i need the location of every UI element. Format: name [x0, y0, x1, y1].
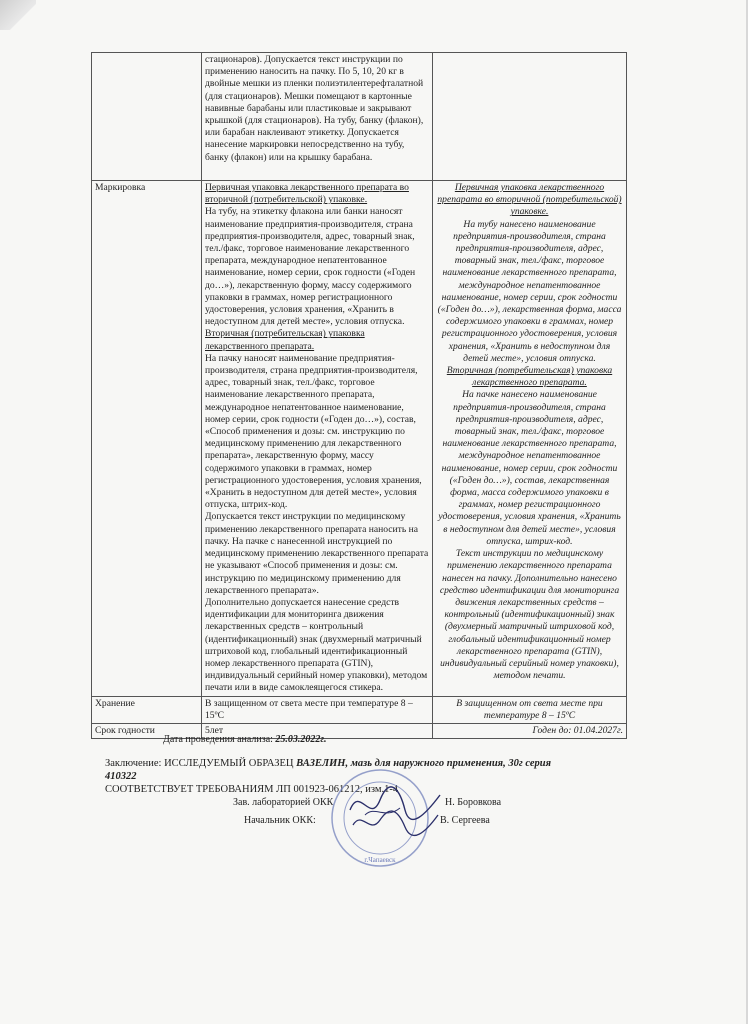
- result-primary-heading: Первичная упаковка лекарственного препарата во вторичной (потребительской) упаковке.: [437, 182, 622, 218]
- conclusion-product: ВАЗЕЛИН, мазь для наружного применения, 30г серия 410322: [105, 758, 552, 782]
- extra-text-2: Дополнительно допускается нанесение средств идентификации для мониторинга движения лекарственных средств – контрольный (идентификационный) знак (двухмерный матричный штриховой код, глобальный идентификационный номер лекарственного препарата (GTIN), индивидуальный серийный номер упаковки), методом печати или в виде самоклеящегося стикера.: [205, 596, 428, 694]
- table-row-packaging-cont: [92, 53, 627, 181]
- packaging-text: стационаров). Допускается текст инструкции по применению наносить на пачку. По 5, 10, 20 кг в двойные мешки из пленки полиэтилентерефталатной (для стационаров). Мешки помещают в картонные навивные барабаны или пластиковые и закрывают крышкой (для стационаров). На тубу, банку (флакон), или барабан наклеивают этикетку. Допускается нанесение маркировки непосредственно на тубу, банку (флакон) или на крышку барабана.: [202, 53, 433, 181]
- stamp-bottom-text: г.Чапаевск: [364, 856, 396, 864]
- storage-result: В защищенном от света месте при температуре 8 – 15ºС: [433, 696, 627, 723]
- conclusion-prefix: Заключение: ИССЛЕДУЕМЫЙ ОБРАЗЕЦ: [105, 758, 294, 769]
- marking-label: Маркировка: [92, 181, 202, 697]
- secondary-text: На пачку наносят наименование предприятия-производителя, страна предприятия-производителя, адрес, товарный знак, тел./факс, торговое наименование лекарственного препарата, международное непатентованное наименование, номер серии, срок годности («Годен до…»), состав, «Способ применения и дозы: см. инструкцию по медицинскому применению для лекарственного препарата», лекарственную форму, массу содержимого упаковки в граммах, номер регистрационного удостоверения, условия хранения, «Хранить в недоступном для детей месте», условия отпуска, штрих-код.: [205, 352, 422, 511]
- result-secondary-heading: Вторичная (потребительская) упаковка лекарственного препарата.: [446, 365, 613, 389]
- okk-head-name: В. Сергеева: [440, 815, 490, 826]
- table-row-marking: [92, 181, 627, 697]
- packaging-result: [433, 53, 627, 181]
- storage-text: В защищенном от света месте при температуре 8 – 15ºС: [202, 696, 433, 723]
- signature-okk-head: [350, 805, 440, 840]
- conclusion-line2: СООТВЕТСТВУЕТ ТРЕБОВАНИЯМ ЛП 001923-061212, изм.1-4: [105, 784, 399, 795]
- result-extra-text: Текст инструкции по медицинскому применению лекарственного препарата нанесен на пачку. Дополнительно нанесено средство идентификации для мониторинга движения лекарственных средств – контрольный (идентификационный) знак (двухмерный матричный штриховой код, глобальный идентификационный номер лекарственного препарата (GTIN), индивидуальный серийный номер упаковки), методом печати.: [439, 548, 620, 682]
- analysis-date: [163, 734, 326, 745]
- scan-corner-shadow: [0, 0, 36, 30]
- lab-head-name: Н. Боровкова: [445, 797, 502, 808]
- primary-text: На тубу, на этикетку флакона или банки наносят наименование предприятия-производителя, страна предприятия-производителя, адрес, товарный знак, тел./факс, торговое наименование лекарственного препарата, международное непатентованное наименование, номер серии, срок годности («Годен до…»), лекарственную форму, массу содержимого упаковки в граммах, номер регистрационного удостоверения, условия хранения, «Хранить в недоступном для детей месте», условия отпуска.: [205, 206, 416, 328]
- storage-label: Хранение: [92, 696, 202, 723]
- spec-table: [91, 52, 627, 739]
- marking-result: [433, 181, 627, 697]
- okk-head-title: Начальник ОКК:: [244, 815, 316, 826]
- extra-text-1: Допускается текст инструкции по медицинскому применению лекарственного препарата наносить на пачку. На пачке с нанесенной инструкцией по медицинскому применению лекарственного препарата не указывают «Способ применения и дозы: см. инструкцию по медицинскому применению для лекарственного препарата».: [205, 511, 429, 596]
- secondary-heading: Вторичная (потребительская) упаковка лекарственного препарата.: [205, 328, 365, 352]
- row-label: [92, 53, 202, 181]
- shelf-life-text: 5лет: [202, 723, 433, 738]
- result-secondary-text: На пачке нанесено наименование предприятия-производителя, страна предприятия-производителя, адрес, товарный знак, тел./факс, торговое наименование лекарственного препарата, международное непатентованное наименование, номер серии, срок годности («Годен до…»), состав, лекарственная форма, масса содержимого упаковки в граммах, номер регистрационного удостоверения, условия хранения, «Хранить в недоступном для детей месте», условия отпуска, штрих-код.: [438, 389, 621, 547]
- marking-requirement: [202, 181, 433, 697]
- shelf-life-label: Срок годности: [92, 723, 202, 738]
- analysis-date-value: 25.03.2022г.: [275, 734, 327, 745]
- table-row-storage: [92, 696, 627, 723]
- primary-heading: Первичная упаковка лекарственного препарата во вторичной (потребительской) упаковке.: [205, 182, 409, 206]
- lab-head-title: Зав. лабораторией ОКК: [233, 797, 334, 808]
- analysis-date-label: Дата проведения анализа:: [163, 734, 273, 745]
- result-primary-text: На тубу нанесено наименование предприятия-производителя, страна предприятия-производителя, адрес, товарный знак, тел./факс, торговое наименование лекарственного препарата, международное непатентованное наименование, номер серии, срок годности («Годен до…»), лекарственная форма, масса содержимого упаковки в граммах, номер регистрационного удостоверения, условия хранения, «Хранить в недоступном для детей месте», условия отпуска.: [437, 218, 622, 364]
- shelf-life-result: Годен до: 01.04.2027г.: [433, 723, 627, 738]
